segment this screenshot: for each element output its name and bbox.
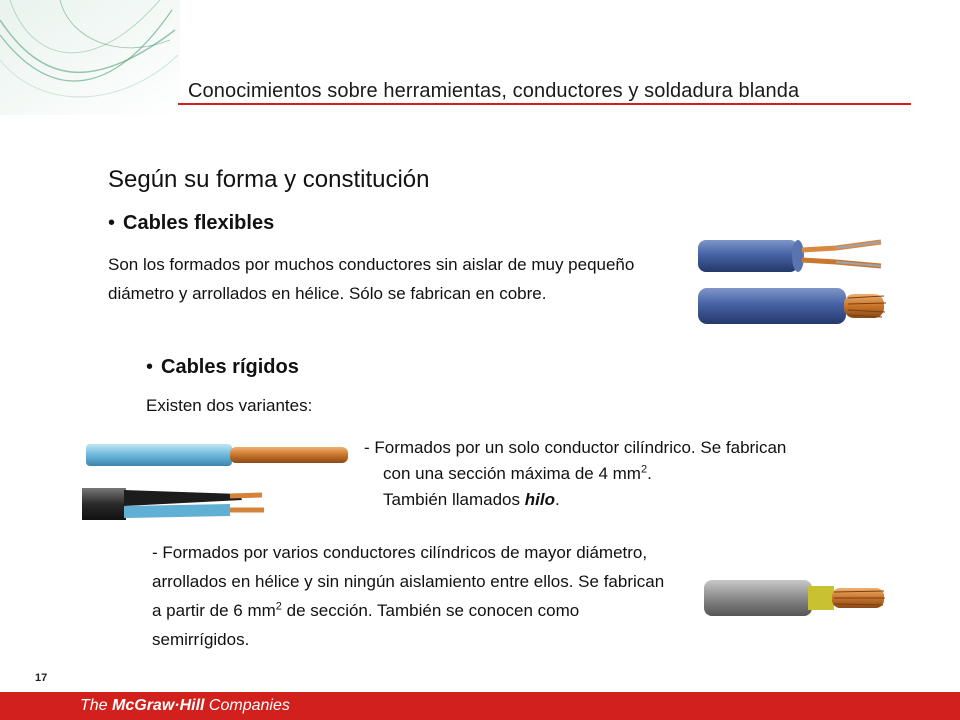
bullet-marker: •	[108, 212, 116, 234]
rigid-variant-solid	[364, 435, 786, 513]
header-title: Conocimientos sobre herramientas, conductores y soldadura blanda	[188, 80, 800, 102]
flexible-cable-twin-image	[696, 236, 886, 276]
page-number: 17	[35, 672, 48, 684]
flexible-cables-description: Son los formados por muchos conductores sin aislar de muy pequeño diámetro y arrollados en hélice. Sólo se fabrican en cobre.	[108, 255, 635, 303]
variant1-line2: con una sección máxima de 4 $mm^2$.	[383, 463, 652, 483]
flexible-cables-heading	[108, 212, 274, 235]
rigid-variant-stranded: - Formados por varios conductores cilíndricos de mayor diámetro, arrollados en hélice y sin ningún aislamiento entre ellos. Se fabrican a partir de 6 $mm^2$ de sección. También se conocen como semirrígidos.	[152, 543, 665, 649]
flexible-cable-stranded-image	[696, 284, 896, 328]
variant1-line3: También llamados hilo.	[383, 490, 560, 509]
hilo-term: hilo	[524, 490, 555, 509]
header-divider	[178, 103, 911, 105]
publisher-logo: The McGraw·Hill Companies	[80, 697, 290, 714]
decorative-swirl-graphic	[0, 0, 180, 115]
rigid-cables-heading-text: Cables rígidos	[161, 356, 299, 378]
rigid-cables-heading	[146, 356, 299, 379]
variant1-line1: - Formados por un solo conductor cilíndrico. Se fabrican	[364, 438, 787, 457]
rigid-cables-intro: Existen dos variantes:	[146, 396, 313, 415]
semirigid-cable-image	[702, 578, 888, 618]
bullet-marker: •	[146, 356, 154, 378]
flexible-cables-heading-text: Cables flexibles	[123, 212, 275, 234]
rigid-cable-solid-image	[84, 438, 354, 472]
rigid-cable-multicore-image	[80, 486, 270, 522]
section-title: Según su forma y constitución	[108, 166, 430, 193]
